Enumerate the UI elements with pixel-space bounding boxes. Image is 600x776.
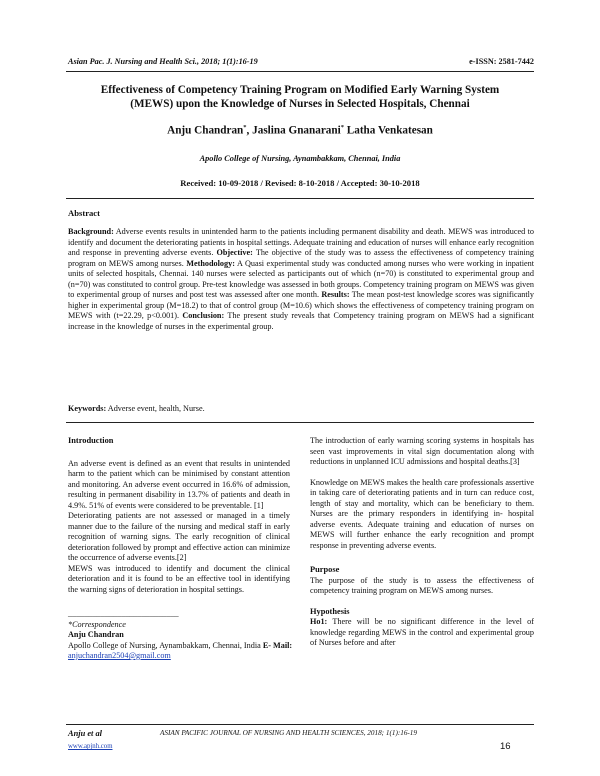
right-column <box>310 436 534 649</box>
email-label: E- Mail: <box>260 640 293 650</box>
background-text: Adverse events results in unintended harm to the patients including permanent disability and death. MEWS was introduced to identify and document the deteriorating patients in hospital settings. Adequate training and education of nurses will enhance early recognition and response in preventing adverse events. <box>68 227 534 257</box>
correspondence-address <box>68 641 308 662</box>
address-text: Apollo College of Nursing, Aynambakkam, Chennai, India <box>68 640 261 650</box>
purpose-text: The purpose of the study is to assess the effectiveness of competency training program on MEWS among nurses. <box>310 575 534 595</box>
methodology-label: Methodology: <box>186 258 235 268</box>
header-rule <box>66 71 534 72</box>
intro-paragraph-1: An adverse event is defined as an event that results in unintended harm to the patient which can be minimised by constant attention and monitoring. An adverse event occurred in 16.6% of admission, resulting in permanent disability in 13.7% of patients and death in 4.9%. 51% of events were considered to be preventable. [1] <box>68 458 290 510</box>
email-link[interactable]: anjuchandran2504@gmail.com <box>68 651 171 660</box>
author-2-mark: * <box>340 124 344 131</box>
abstract-heading: Abstract <box>68 208 100 218</box>
footer-rule <box>66 724 534 725</box>
footer-website-link[interactable]: www.apjnh.com <box>68 743 113 750</box>
author-separator: , <box>246 124 253 137</box>
objective-text: The objective of the study was to assess the effectiveness of competency training program on MEWS among nurses. <box>68 248 534 268</box>
issn: e-ISSN: 2581-7442 <box>469 57 534 66</box>
paper-title <box>70 83 530 111</box>
background-label: Background: <box>68 227 114 236</box>
h01-text: There will be no significant difference in the level of knowledge regarding MEWS in the control and experimental group of Nurses before and after <box>310 617 534 647</box>
purpose-heading: Purpose <box>310 565 340 574</box>
objective-label: Objective: <box>216 248 253 257</box>
conclusion-label: Conclusion: <box>182 311 225 320</box>
introduction-section <box>68 436 290 595</box>
correspondence-name: Anju Chandran <box>68 630 124 639</box>
results-text: The mean post-test knowledge scores was significantly higher in experimental group (M=18.2) to that of control group (M=10.6) which shows the effectiveness of competency training program on MEWS with (t=22.29, p<0.001). <box>68 290 534 320</box>
article-dates: Received: 10-09-2018 / Revised: 8-10-2018 / Accepted: 30-10-2018 <box>180 178 420 188</box>
introduction-heading: Introduction <box>68 436 114 445</box>
right-paragraph-1: The introduction of early warning scoring systems in hospitals has seen vast improvements in vital sign documentation along with reductions in unplanned ICU admissions and hospital deaths.[3] <box>310 436 534 466</box>
results-label: Results: <box>321 290 350 299</box>
author-1: Anju Chandran <box>167 124 244 137</box>
author-1-mark: * <box>243 124 247 131</box>
author-list <box>70 124 530 137</box>
author-3: Latha Venkatesan <box>343 124 433 137</box>
intro-paragraph-2: Deteriorating patients are not assessed or managed in a timely manner due to the failure of the nursing and medical staff in early recognition of warning signs. The early recognition of clinical deterioration followed by prompt and effective action can minimize the occurrence of adverse events.[2] <box>68 511 290 562</box>
title-line-2: (MEWS) upon the Knowledge of Nurses in Selected Hospitals, Chennai <box>130 98 470 110</box>
footer-author: Anju et al <box>68 729 102 738</box>
correspondence-footnote <box>68 609 308 662</box>
hypothesis-heading: Hypothesis <box>310 606 350 616</box>
right-paragraph-2: Knowledge on MEWS makes the health care professionals assertive in taking care of deteriorating patients and in turn can reduce cost, length of stay and mortality, which can be beneficiary to them. Nurses are the primary responders in identifying in- hospital adverse events. Adequate training and education of nurses on MEWS will further enhance the early recognition and prompt response in preventing adverse events. <box>310 477 534 550</box>
conclusion-text: The present study reveals that Competency training program on MEWS had a significant increase in the knowledge of nurses in the experimental group. <box>68 311 534 331</box>
h01-label: Ho1: <box>310 617 328 626</box>
keywords <box>68 404 205 413</box>
abstract-bottom-rule <box>66 422 534 423</box>
keywords-text: Adverse event, health, Nurse. <box>106 404 205 413</box>
footnote-rule: ___________________________ <box>68 609 179 618</box>
intro-paragraph-3: MEWS was introduced to identify and document the clinical deterioration and it is found to be an effective tool in identifying the warning signs of deterioration in hospital settings. <box>68 563 290 594</box>
footer-journal: ASIAN PACIFIC JOURNAL OF NURSING AND HEALTH SCIENCES, 2018; 1(1):16-19 <box>160 729 417 737</box>
journal-citation: Asian Pac. J. Nursing and Health Sci., 2018; 1(1):16-19 <box>68 57 258 66</box>
affiliation: Apollo College of Nursing, Aynambakkam, Chennai, India <box>199 154 401 163</box>
correspondence-label: *Correspondence <box>68 619 126 629</box>
hypothesis-text <box>310 617 534 649</box>
methodology-text: A Quasi experimental study was conducted among nurses who were working in inpatient units of selected hospitals, Chennai. 140 nurses were selected as participants out of which (n=70) is constituted to experimental group and (n=70) was constituted to control group. Pre-test knowledge was assessed in both groups. Competency training program on MEWS was given to experimental group of nurses and post test was assessed after one month. <box>68 258 534 299</box>
page-number: 16 <box>500 741 511 752</box>
keywords-label: Keywords: <box>68 404 107 413</box>
title-line-1: Effectiveness of Competency Training Program on Modified Early Warning System <box>100 84 500 96</box>
abstract-top-rule <box>66 198 534 199</box>
abstract-body <box>68 227 534 332</box>
author-2: Jaslina Gnanarani <box>252 124 341 137</box>
